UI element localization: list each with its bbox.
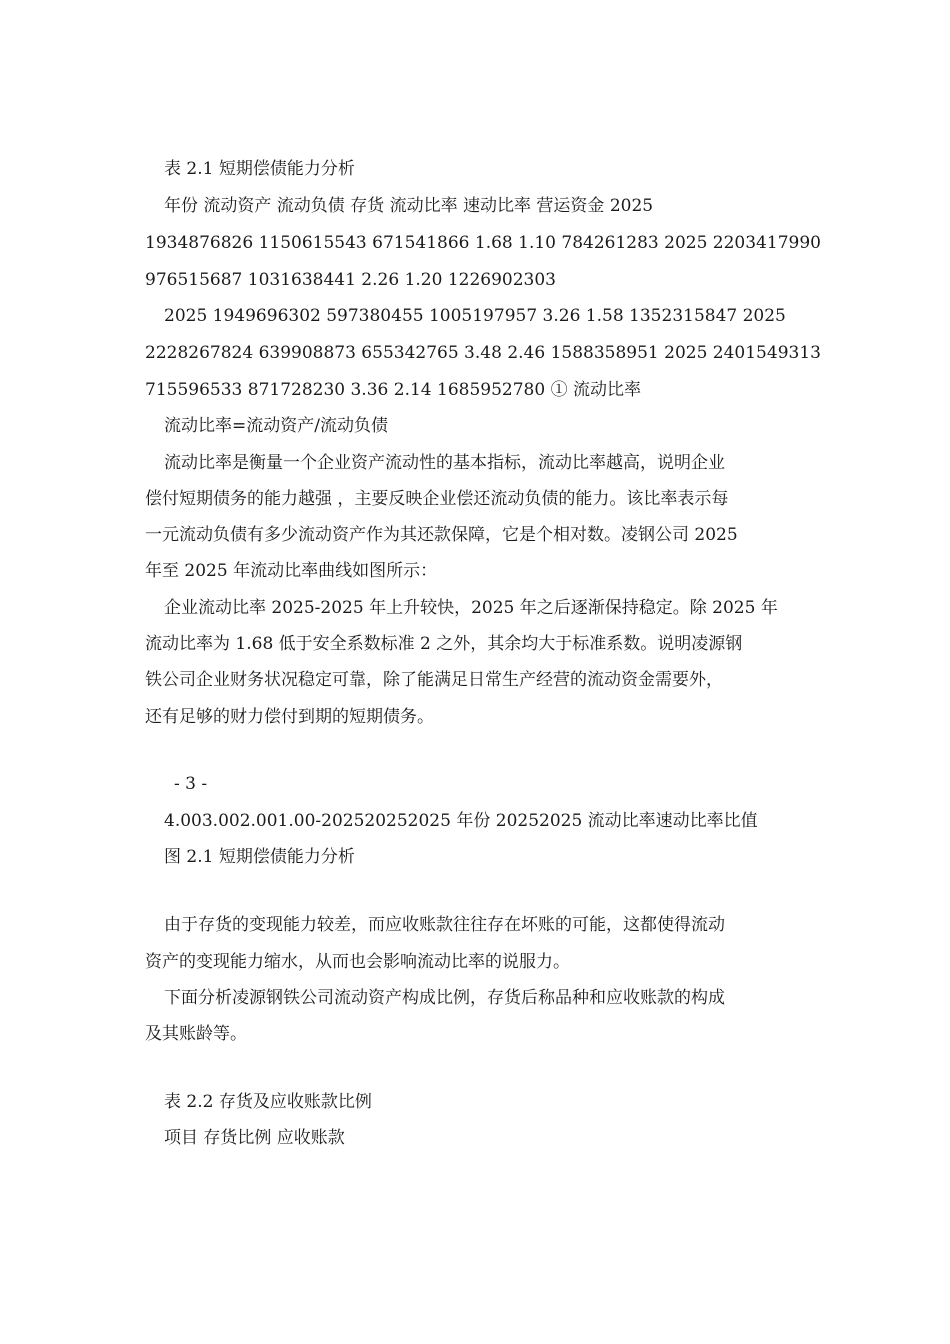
- table-2-2-header: 项目 存货比例 应收账款: [164, 1128, 345, 1148]
- paragraph-line: 资产的变现能力缩水，从而也会影响流动比率的说服力。: [145, 952, 570, 972]
- table-2-1-row: 715596533 871728230 3.36 2.14 1685952780 ① 流动比率: [145, 380, 641, 400]
- paragraph-line: 及其账龄等。: [145, 1024, 247, 1044]
- paragraph-line: 流动比率为 1.68 低于安全系数标准 2 之外，其余均大于标准系数。说明凌源钢: [145, 634, 743, 654]
- paragraph-line: 流动比率是衡量一个企业资产流动性的基本指标，流动比率越高，说明企业: [164, 453, 725, 473]
- paragraph-line: 下面分析凌源钢铁公司流动资产构成比例，存货后称品种和应收账款的构成: [164, 988, 725, 1008]
- paragraph-line: 年至 2025 年流动比率曲线如图所示：: [145, 561, 438, 581]
- paragraph-line: 企业流动比率 2025-2025 年上升较快，2025 年之后逐渐保持稳定。除 2025 年: [164, 598, 778, 618]
- page-number: - 3 -: [174, 774, 208, 794]
- figure-caption: 图 2.1 短期偿债能力分析: [164, 847, 355, 867]
- formula: 流动比率=流动资产/流动负债: [164, 416, 388, 436]
- paragraph-line: 偿付短期债务的能力越强 ，主要反映企业偿还流动负债的能力。该比率表示每: [145, 489, 729, 509]
- paragraph-line: 铁公司企业财务状况稳定可靠，除了能满足日常生产经营的流动资金需要外，: [145, 670, 723, 690]
- table-2-2-caption: 表 2.2 存货及应收账款比例: [164, 1092, 372, 1112]
- paragraph-line: 由于存货的变现能力较差，而应收账款往往存在坏账的可能，这都使得流动: [164, 915, 725, 935]
- table-2-1-row: 976515687 1031638441 2.26 1.20 1226902303: [145, 270, 556, 290]
- paragraph-line: 一元流动负债有多少流动资产作为其还款保障，它是个相对数。凌钢公司 2025: [145, 525, 738, 545]
- table-2-1-header: 年份 流动资产 流动负债 存货 流动比率 速动比率 营运资金 2025: [164, 196, 654, 216]
- table-2-1-row: 2228267824 639908873 655342765 3.48 2.46 1588358951 2025 2401549313: [145, 343, 821, 363]
- paragraph-line: 还有足够的财力偿付到期的短期债务。: [145, 707, 434, 727]
- figure-text-residue: 4.003.002.001.00-202520252025 年份 20252025 流动比率速动比率比值: [164, 811, 758, 831]
- table-2-1-row: 2025 1949696302 597380455 1005197957 3.26 1.58 1352315847 2025: [164, 306, 786, 326]
- table-2-1-caption: 表 2.1 短期偿债能力分析: [164, 159, 355, 179]
- table-2-1-row: 1934876826 1150615543 671541866 1.68 1.10 784261283 2025 2203417990: [145, 233, 821, 253]
